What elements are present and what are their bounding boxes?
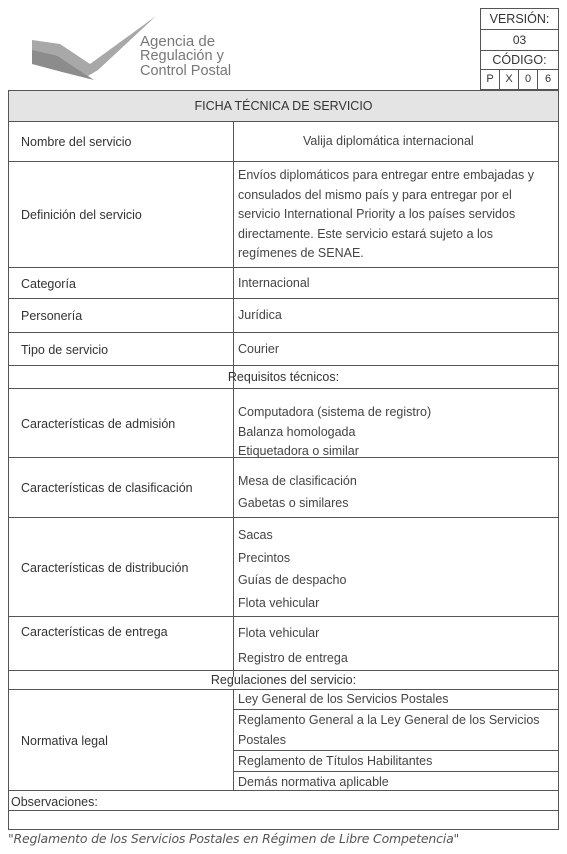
regulations-heading: Regulaciones del servicio: bbox=[210, 673, 357, 687]
definition-line: consulados del mismo país y para entregar por el bbox=[238, 187, 512, 202]
column-divider bbox=[233, 122, 234, 457]
agency-name-line1: Agencia de bbox=[140, 33, 216, 50]
code-char: X bbox=[500, 70, 519, 89]
legal-item: Reglamento de Títulos Habilitantes bbox=[234, 751, 558, 772]
admission-items bbox=[238, 403, 556, 462]
distribution-item: Sacas bbox=[238, 528, 273, 542]
version-label: VERSIÓN: bbox=[481, 9, 558, 30]
personality-label: Personería bbox=[21, 309, 83, 323]
distribution-items bbox=[238, 524, 556, 614]
delivery-item: Registro de entrega bbox=[238, 651, 348, 665]
definition-line: regímenes de SENAE. bbox=[238, 246, 364, 260]
version-code-box bbox=[480, 8, 559, 90]
agency-name bbox=[140, 34, 290, 79]
delivery-items bbox=[238, 621, 556, 671]
version-value: 03 bbox=[481, 30, 558, 51]
classification-item: Mesa de clasificación bbox=[238, 474, 357, 488]
checkmark-logo-icon bbox=[28, 14, 158, 84]
code-char: P bbox=[481, 70, 500, 89]
admission-item: Balanza homologada bbox=[238, 424, 356, 439]
classification-items bbox=[238, 470, 556, 514]
definition-line: servicio International Priority a los países servidos bbox=[238, 207, 516, 221]
classification-item: Gabetas o similares bbox=[238, 496, 349, 510]
legal-item: Postales bbox=[234, 730, 558, 751]
definition-value bbox=[238, 166, 556, 264]
definition-line: Envíos diplomáticos para entregar entre embajadas y bbox=[238, 168, 534, 182]
code-label: CÓDIGO: bbox=[481, 51, 558, 70]
distribution-item: Flota vehicular bbox=[238, 595, 320, 610]
service-type-label: Tipo de servicio bbox=[21, 342, 109, 357]
legal-framework-label: Normativa legal bbox=[21, 733, 108, 748]
category-label: Categoría bbox=[21, 276, 76, 291]
legal-item: Ley General de los Servicios Postales bbox=[234, 690, 558, 710]
distribution-item: Guías de despacho bbox=[238, 573, 347, 587]
delivery-item: Flota vehicular bbox=[238, 626, 320, 640]
service-sheet-table bbox=[8, 90, 559, 830]
column-divider bbox=[233, 457, 234, 677]
service-type-value: Courier bbox=[238, 341, 279, 356]
service-name-label: Nombre del servicio bbox=[21, 135, 132, 149]
sheet-title: FICHA TÉCNICA DE SERVICIO bbox=[9, 90, 558, 122]
technical-requirements-heading: Requisitos técnicos: bbox=[227, 370, 340, 384]
delivery-label: Características de entrega bbox=[21, 625, 168, 639]
legal-framework-items bbox=[234, 690, 558, 792]
agency-logo bbox=[28, 14, 158, 84]
admission-item: Computadora (sistema de registro) bbox=[238, 405, 432, 419]
observations-label: Observaciones: bbox=[11, 795, 98, 809]
category-value: Internacional bbox=[238, 275, 310, 290]
agency-name-line3: Control Postal bbox=[140, 63, 232, 79]
distribution-item: Precintos bbox=[238, 550, 291, 565]
legal-item: Reglamento General a la Ley General de los Servicios bbox=[238, 713, 540, 727]
definition-label: Definición del servicio bbox=[21, 208, 142, 222]
code-char: 0 bbox=[519, 70, 538, 89]
classification-label: Características de clasificación bbox=[21, 481, 193, 495]
legal-item: Demás normativa aplicable bbox=[238, 775, 389, 789]
agency-name-line2: Regulación y bbox=[140, 48, 224, 64]
personality-value: Jurídica bbox=[238, 308, 282, 323]
definition-line: directamente. Este servicio estará sujeto a los bbox=[238, 226, 493, 241]
distribution-label: Características de distribución bbox=[21, 560, 189, 575]
admission-label: Características de admisión bbox=[21, 417, 176, 431]
footer-caption: "Reglamento de los Servicios Postales en Régimen de Libre Competencia" bbox=[8, 831, 460, 846]
code-char: 6 bbox=[544, 73, 552, 85]
admission-item: Etiquetadora o similar bbox=[238, 444, 359, 458]
service-name-value: Valija diplomática internacional bbox=[303, 134, 474, 149]
